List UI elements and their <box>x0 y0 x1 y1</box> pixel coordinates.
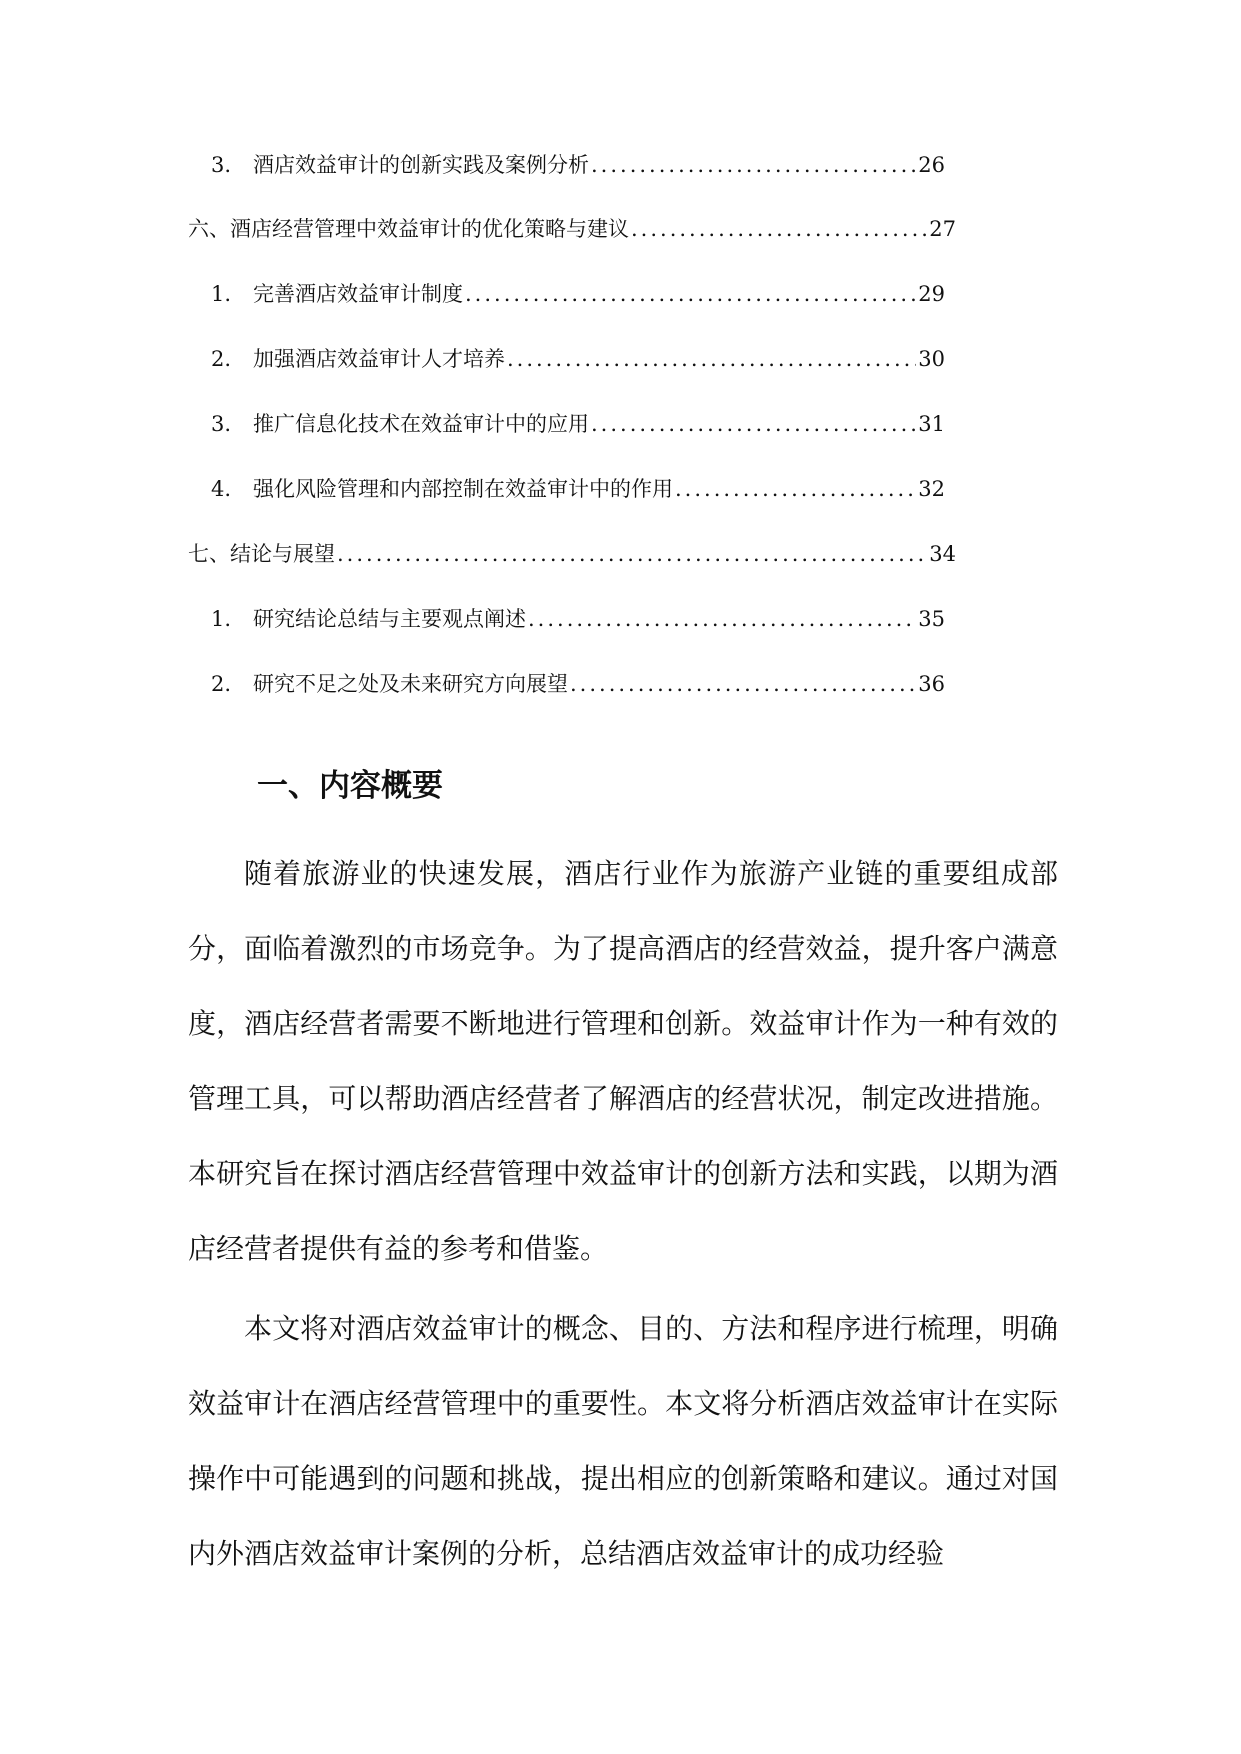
toc-entry-title: 强化风险管理和内部控制在效益审计中的作用 <box>253 477 673 501</box>
toc-entry-page: 27 <box>929 217 956 241</box>
body-paragraph: 本文将对酒店效益审计的概念、目的、方法和程序进行梳理，明确效益审计在酒店经营管理中的重要性。本文将分析酒店效益审计在实际操作中可能遇到的问题和挑战，提出相应的创新策略和建议。通过对国内外酒店效益审计案例的分析，总结酒店效益审计的成功经验 <box>188 1312 1058 1570</box>
toc-entry-number: 3. <box>211 412 232 436</box>
toc-leader-dots <box>507 341 916 377</box>
toc-leader-dots <box>570 666 916 702</box>
toc-entry[interactable] <box>188 536 956 572</box>
toc-entry-title: 推广信息化技术在效益审计中的应用 <box>253 412 589 436</box>
toc-leader-dots <box>528 601 916 637</box>
body-paragraph: 随着旅游业的快速发展，酒店行业作为旅游产业链的重要组成部分，面临着激烈的市场竞争。为了提高酒店的经营效益，提升客户满意度，酒店经营者需要不断地进行管理和创新。效益审计作为一种有效的管理工具，可以帮助酒店经营者了解酒店的经营状况，制定改进措施。本研究旨在探讨酒店经营管理中效益审计的创新方法和实践，以期为酒店经营者提供有益的参考和借鉴。 <box>188 857 1058 1265</box>
toc-leader-dots <box>465 276 916 312</box>
section-heading: 一、内容概要 <box>257 768 443 804</box>
toc-entry-page: 35 <box>918 607 945 631</box>
toc-entry[interactable] <box>188 211 956 247</box>
toc-entry-number: 3. <box>211 153 232 177</box>
toc-entry-page: 31 <box>918 412 945 436</box>
toc-entry-title: 酒店效益审计的创新实践及案例分析 <box>253 153 589 177</box>
toc-entry-page: 34 <box>929 542 956 566</box>
toc-entry-page: 29 <box>918 282 945 306</box>
toc-leader-dots <box>591 147 916 183</box>
toc-entry-title: 六、酒店经营管理中效益审计的优化策略与建议 <box>188 217 629 241</box>
toc-leader-dots <box>675 471 916 507</box>
toc-entry-title: 加强酒店效益审计人才培养 <box>253 347 505 371</box>
toc-entry-number: 1. <box>211 607 232 631</box>
toc-leader-dots <box>591 406 916 442</box>
toc-entry-number: 2. <box>211 347 232 371</box>
toc-leader-dots <box>631 211 927 247</box>
toc-entry[interactable] <box>211 406 945 442</box>
toc-entry-title: 研究不足之处及未来研究方向展望 <box>253 672 568 696</box>
toc-entry[interactable] <box>211 341 945 377</box>
toc-entry[interactable] <box>211 276 945 312</box>
toc-entry-page: 26 <box>918 153 945 177</box>
toc-entry[interactable] <box>211 666 945 702</box>
toc-entry-number: 1. <box>211 282 232 306</box>
toc-entry-number: 4. <box>211 477 232 501</box>
toc-entry-title: 七、结论与展望 <box>188 542 335 566</box>
toc-entry-page: 32 <box>918 477 945 501</box>
toc-entry-title: 完善酒店效益审计制度 <box>253 282 463 306</box>
toc-entry[interactable] <box>211 147 945 183</box>
toc-entry-page: 36 <box>918 672 945 696</box>
toc-entry[interactable] <box>211 471 945 507</box>
toc-entry-page: 30 <box>918 347 945 371</box>
toc-entry-title: 研究结论总结与主要观点阐述 <box>253 607 526 631</box>
toc-leader-dots <box>337 536 927 572</box>
toc-entry[interactable] <box>211 601 945 637</box>
toc-entry-number: 2. <box>211 672 232 696</box>
